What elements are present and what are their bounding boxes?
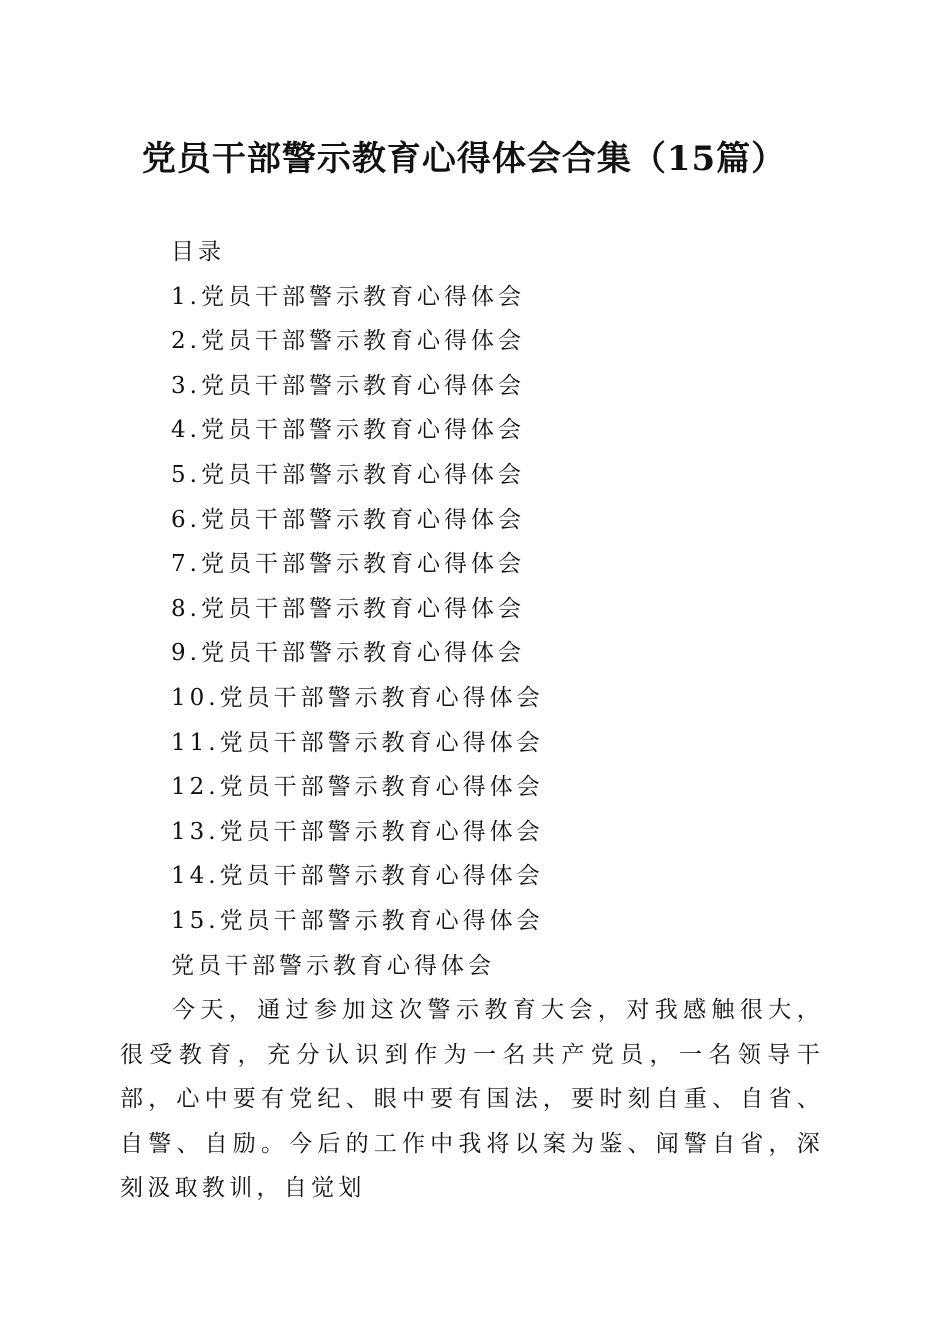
- toc-item: 12.党员干部警示教育心得体会: [171, 774, 544, 801]
- toc-item: 10.党员干部警示教育心得体会: [171, 684, 544, 711]
- toc-item: 11.党员干部警示教育心得体会: [171, 729, 544, 756]
- toc-item: 9.党员干部警示教育心得体会: [171, 640, 525, 667]
- toc-item: 2.党员干部警示教育心得体会: [171, 328, 525, 355]
- toc-item: 8.党员干部警示教育心得体会: [171, 595, 525, 622]
- toc-item: 14.党员干部警示教育心得体会: [171, 863, 544, 890]
- toc-item: 1.党员干部警示教育心得体会: [171, 283, 525, 310]
- body-paragraph: 今天，通过参加这次警示教育大会，对我感触很大，很受教育，充分认识到作为一名共产党员，一名领导干部，心中要有党纪、眼中要有国法，要时刻自重、自省、自警、自励。今后的工作中我将以案为鉴、闻警自省，深刻汲取教训，自觉划: [120, 997, 824, 1202]
- toc-list: [171, 275, 831, 944]
- section-title: 党员干部警示教育心得体会: [171, 952, 495, 979]
- toc-item: 7.党员干部警示教育心得体会: [171, 551, 525, 578]
- table-of-contents: [171, 230, 831, 988]
- toc-item: 13.党员干部警示教育心得体会: [171, 818, 544, 845]
- toc-item: 6.党员干部警示教育心得体会: [171, 506, 525, 533]
- toc-item: 15.党员干部警示教育心得体会: [171, 907, 544, 934]
- toc-item: 4.党员干部警示教育心得体会: [171, 417, 525, 444]
- toc-item: 3.党员干部警示教育心得体会: [171, 372, 525, 399]
- toc-heading: 目录: [171, 239, 225, 265]
- document-title: 党员干部警示教育心得体会合集（15篇）: [141, 139, 787, 179]
- toc-item: 5.党员干部警示教育心得体会: [171, 461, 525, 488]
